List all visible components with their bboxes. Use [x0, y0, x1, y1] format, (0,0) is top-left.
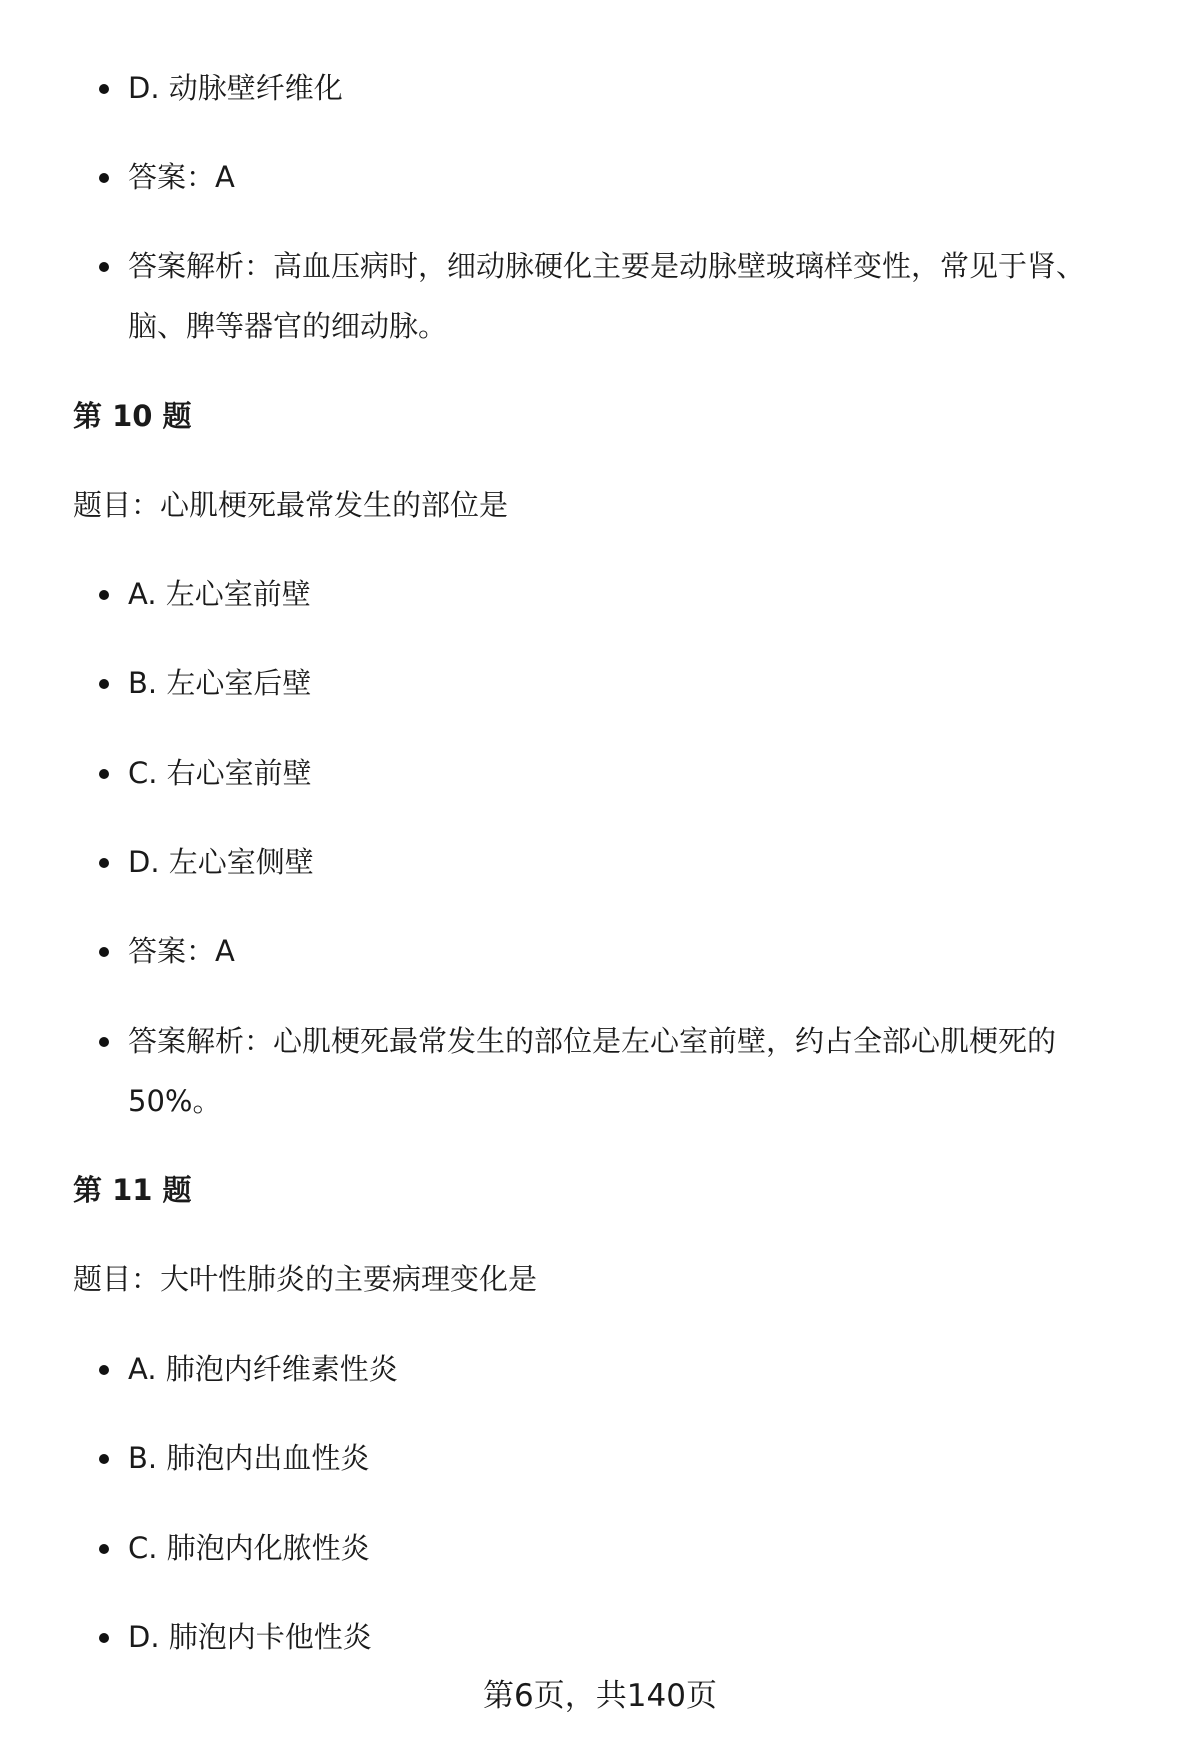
question-heading: 第 11 题 — [73, 1173, 192, 1207]
list-item: D. 动脉壁纤维化 — [128, 68, 343, 108]
list-item: D. 肺泡内卡他性炎 — [128, 1617, 372, 1657]
question-stem: 题目：心肌梗死最常发生的部位是 — [73, 488, 509, 522]
list-item: 答案解析：心肌梗死最常发生的部位是左心室前壁，约占全部心肌梗死的 — [128, 1021, 1056, 1061]
list-item: 答案：A — [128, 157, 235, 197]
list-item: B. 左心室后壁 — [128, 663, 311, 703]
list-item-continuation: 脑、脾等器官的细动脉。 — [128, 309, 448, 343]
list-item: A. 左心室前壁 — [128, 574, 311, 614]
question-stem: 题目：大叶性肺炎的主要病理变化是 — [73, 1262, 538, 1296]
list-item-continuation: 50%。 — [128, 1084, 222, 1118]
list-item: D. 左心室侧壁 — [128, 842, 314, 882]
list-item: A. 肺泡内纤维素性炎 — [128, 1349, 398, 1389]
list-item: 答案解析：高血压病时，细动脉硬化主要是动脉壁玻璃样变性，常见于肾、 — [128, 246, 1085, 286]
list-item: B. 肺泡内出血性炎 — [128, 1438, 369, 1478]
question-heading: 第 10 题 — [73, 399, 192, 433]
page-number-footer: 第6页，共140页 — [483, 1678, 717, 1714]
list-item: C. 右心室前壁 — [128, 753, 312, 793]
list-item: 答案：A — [128, 931, 235, 971]
list-item: C. 肺泡内化脓性炎 — [128, 1528, 370, 1568]
